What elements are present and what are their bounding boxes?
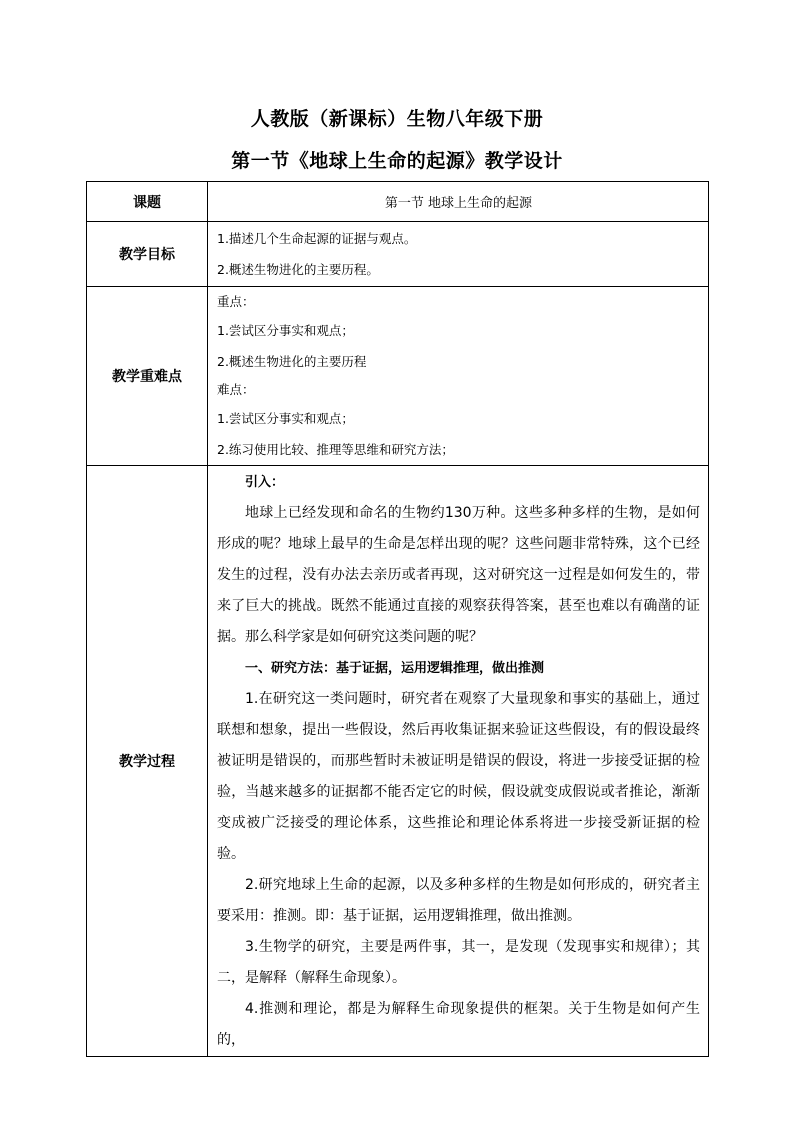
section-heading: 一、研究方法：基于证据，运用逻辑推理，做出推测 — [245, 661, 545, 676]
document-subtitle: 第一节《地球上生命的起源》教学设计 — [231, 150, 563, 172]
process-label: 教学过程 — [87, 466, 208, 1057]
process-point: 3.生物学的研究，主要是两件事，其一，是发现（发现事实和规律）；其二，是解释（解释生命现象）。 — [217, 939, 700, 986]
document-title: 人教版（新课标）生物八年级下册 — [250, 108, 544, 130]
topic-label: 课题 — [87, 182, 208, 222]
difficulty-item: 2.练习使用比较、推理等思维和研究方法； — [217, 442, 454, 457]
table-row-topic — [87, 182, 709, 222]
process-point: 4.推测和理论，都是为解释生命现象提供的框架。关于生物是如何产生的， — [217, 1001, 700, 1048]
key-points-label: 教学重难点 — [87, 287, 208, 466]
goal-item: 2.概述生物进化的主要历程。 — [217, 262, 379, 277]
topic-value: 第一节 地球上生命的起源 — [208, 182, 709, 222]
focus-item: 1.尝试区分事实和观点； — [217, 323, 354, 338]
goals-content — [208, 222, 709, 287]
intro-paragraph: 地球上已经发现和命名的生物约130万种。这些多种多样的生物，是如何形成的呢？地球上最早的生命是怎样出现的呢？这些问题非常特殊，这个已经发生的过程，没有办法去亲历或者再现，这对研究这一过程是如何发生的，带来了巨大的挑战。既然不能通过直接的观察获得答案，甚至也难以有确凿的证据。那么科学家是如何研究这类问题的呢？ — [217, 505, 700, 645]
table-row-process — [87, 466, 709, 1057]
process-point: 1.在研究这一类问题时，研究者在观察了大量现象和事实的基础上，通过联想和想象，提出一些假设，然后再收集证据来验证这些假设，有的假设最终被证明是错误的，而那些暂时未被证明是错误的假设，将进一步接受证据的检验，当越来越多的证据都不能否定它的时候，假设就变成假说或者推论，渐渐变成被广泛接受的理论体系，这些推论和理论体系将进一步接受新证据的检验。 — [217, 691, 700, 862]
difficulty-heading: 难点： — [217, 382, 255, 397]
lesson-plan-table — [86, 181, 709, 1057]
process-point: 2.研究地球上生命的起源，以及多种多样的生物是如何形成的，研究者主要采用：推测。即：基于证据，运用逻辑推理，做出推测。 — [217, 877, 700, 924]
goal-item: 1.描述几个生命起源的证据与观点。 — [217, 231, 417, 246]
key-points-content — [208, 287, 709, 466]
table-row-goals — [87, 222, 709, 287]
process-content — [208, 466, 709, 1057]
table-row-key-points — [87, 287, 709, 466]
difficulty-item: 1.尝试区分事实和观点； — [217, 411, 354, 426]
goals-label: 教学目标 — [87, 222, 208, 287]
focus-heading: 重点： — [217, 294, 255, 309]
intro-heading: 引入： — [245, 475, 285, 490]
focus-item: 2.概述生物进化的主要历程 — [217, 354, 367, 369]
